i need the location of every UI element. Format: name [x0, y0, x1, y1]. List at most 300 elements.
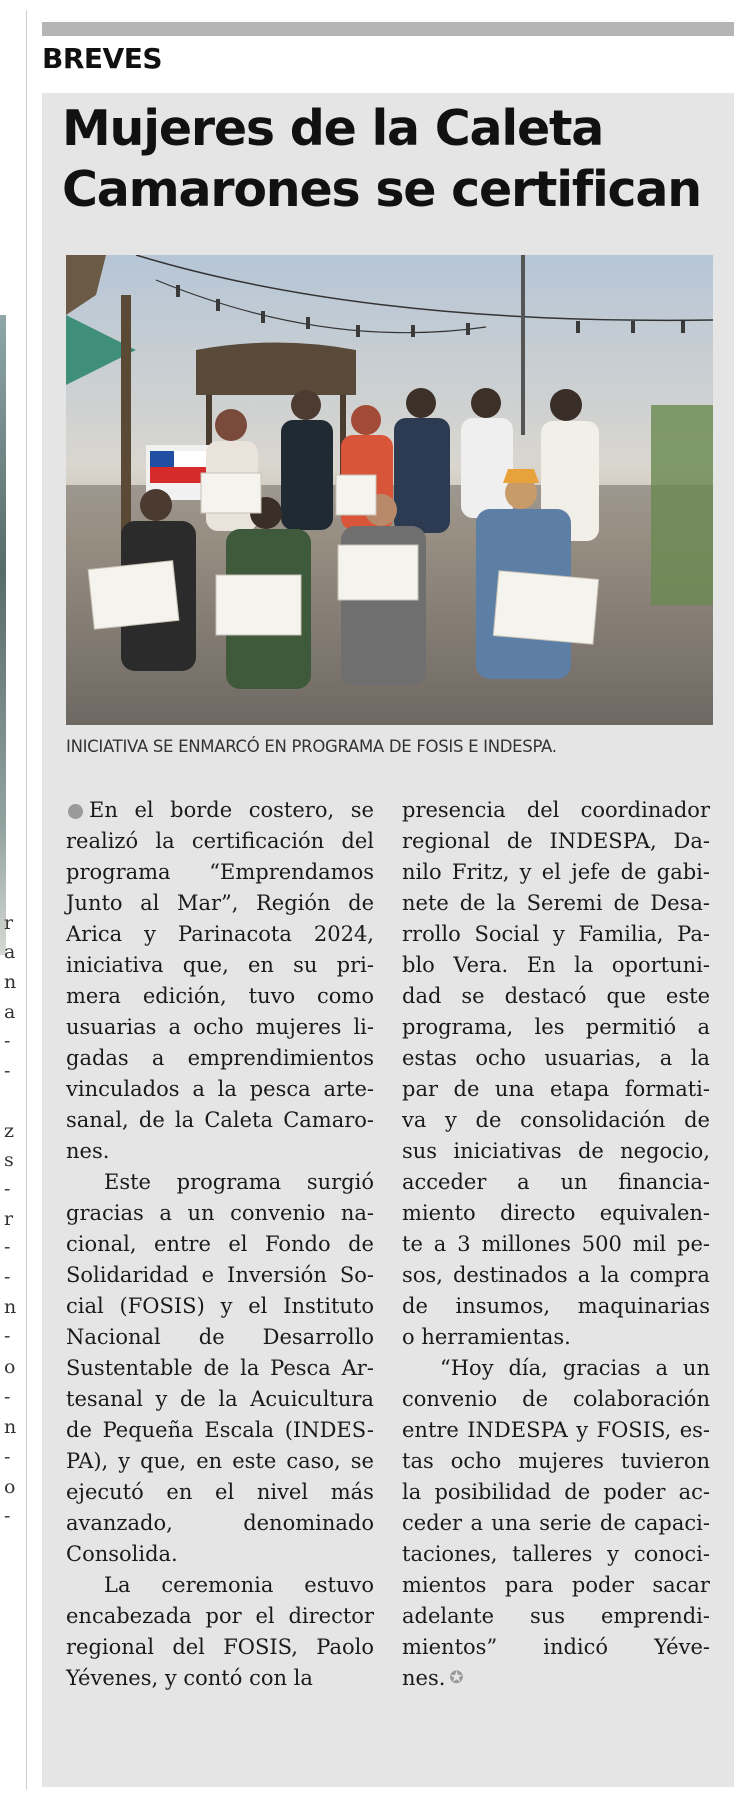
word: se	[461, 984, 485, 1008]
body-line-text	[402, 1539, 710, 1570]
body-line	[66, 1043, 374, 1074]
word: al	[140, 891, 160, 915]
adjacent-text-fragment: -	[4, 1236, 11, 1258]
word: jefe	[571, 860, 611, 884]
word: 500	[581, 1232, 622, 1256]
word: y	[552, 922, 565, 946]
word: de	[66, 1418, 92, 1442]
word: ocho	[475, 1046, 526, 1070]
body-line	[402, 1601, 710, 1632]
body-line	[402, 1570, 710, 1601]
word: Ar-	[341, 1356, 374, 1380]
word: el	[248, 1294, 268, 1318]
body-line	[402, 795, 710, 826]
word: de	[613, 891, 640, 915]
body-line-text	[66, 1074, 374, 1105]
word: Instituto	[283, 1294, 374, 1318]
body-line	[402, 1632, 710, 1663]
word: Da-	[673, 829, 710, 853]
word: de	[577, 1139, 604, 1163]
word: un	[187, 1201, 215, 1225]
body-line	[66, 1198, 374, 1229]
word: tesanal	[66, 1387, 143, 1411]
word: posibilidad	[434, 1480, 552, 1504]
word: entre	[402, 1418, 459, 1442]
body-line	[66, 1322, 374, 1353]
word: sanal,	[66, 1108, 129, 1132]
word: Pesca	[270, 1356, 331, 1380]
body-line	[66, 1167, 374, 1198]
word: de	[459, 891, 486, 915]
word: del	[172, 1635, 205, 1659]
body-line-text	[66, 1384, 374, 1415]
body-line-text	[402, 950, 710, 981]
body-line	[402, 826, 710, 857]
body-line-text	[402, 1012, 710, 1043]
section-top-bar	[42, 22, 734, 36]
word: mil	[632, 1232, 667, 1256]
body-line-text	[66, 1260, 374, 1291]
adjacent-text-fragment: -	[4, 1030, 11, 1052]
word: FOSIS,	[596, 1418, 672, 1442]
word: usuarias	[66, 1015, 157, 1039]
body-line	[402, 1012, 710, 1043]
word: estuvo	[304, 1573, 374, 1597]
body-line-text	[402, 1136, 710, 1167]
word: Vera.	[453, 953, 509, 977]
word: les	[534, 1015, 565, 1039]
body-line	[66, 1384, 374, 1415]
word: emprendi-	[600, 1604, 710, 1628]
adjacent-text-fragment: o	[4, 1356, 16, 1378]
word: programa,	[402, 1015, 514, 1039]
word: un	[560, 1170, 588, 1194]
word: de	[506, 829, 533, 853]
body-line-text	[402, 1167, 710, 1198]
word: cial	[66, 1294, 104, 1318]
body-line	[402, 950, 710, 981]
word: y	[155, 1387, 168, 1411]
word: Social	[474, 922, 540, 946]
word: colaboración	[573, 1387, 710, 1411]
word: ceremonia	[161, 1573, 274, 1597]
body-line	[66, 888, 374, 919]
body-line-text: nes.	[66, 1139, 110, 1163]
word: día,	[508, 1356, 548, 1380]
word: de	[684, 1108, 710, 1132]
word: Solidaridad	[66, 1263, 189, 1287]
word: que	[606, 984, 646, 1008]
adjacent-text-fragment: n	[4, 1296, 17, 1318]
body-line-text	[66, 1508, 374, 1539]
word: se	[350, 798, 374, 822]
body-line	[402, 888, 710, 919]
body-line-text	[104, 1570, 374, 1601]
body-line-text	[402, 857, 710, 888]
word: Camaro-	[283, 1108, 374, 1132]
word: indicó	[543, 1635, 609, 1659]
body-line	[402, 1353, 710, 1384]
word: “Emprendamos	[209, 860, 374, 884]
word: serie	[539, 1511, 592, 1535]
body-line	[402, 1415, 710, 1446]
body-line	[402, 1167, 710, 1198]
word: par	[402, 1077, 439, 1101]
article-headline	[62, 98, 732, 220]
word: de	[348, 1232, 374, 1256]
body-line-text	[402, 1105, 710, 1136]
body-line-text	[66, 857, 374, 888]
word: oportuni-	[611, 953, 710, 977]
adjacent-text-fragment: a	[4, 1001, 16, 1023]
body-line-text	[402, 1570, 710, 1601]
word: presencia	[402, 798, 506, 822]
word: destinados	[452, 1263, 568, 1287]
word: en	[166, 1480, 193, 1504]
word: Nacional	[66, 1325, 161, 1349]
word: arte-	[323, 1077, 374, 1101]
word: de	[179, 1387, 206, 1411]
word: una	[494, 1077, 535, 1101]
word: estas	[402, 1046, 457, 1070]
body-line	[402, 857, 710, 888]
headline-line-1: Mujeres de la Caleta	[62, 100, 604, 157]
body-line	[66, 981, 374, 1012]
word: de	[198, 1325, 225, 1349]
word: en	[196, 1449, 223, 1473]
word: más	[330, 1480, 374, 1504]
body-line-text	[402, 1291, 710, 1322]
word: Acuicultura	[250, 1387, 374, 1411]
word: de	[564, 1480, 591, 1504]
body-line	[66, 1136, 374, 1167]
section-label: BREVES	[42, 42, 162, 75]
word: Junto	[66, 891, 123, 915]
body-line	[66, 1260, 374, 1291]
word: taciones,	[402, 1542, 498, 1566]
adjacent-text-fragment: a	[4, 941, 16, 963]
word: sus	[529, 1604, 566, 1628]
word: poder	[571, 1573, 634, 1597]
body-line	[66, 1074, 374, 1105]
word: Yéve-	[654, 1635, 710, 1659]
headline-line-2: Camarones se certifican	[62, 161, 701, 218]
word: miento	[402, 1201, 476, 1225]
word: la	[174, 1108, 195, 1132]
word: es-	[679, 1418, 710, 1442]
word: de	[475, 1108, 502, 1132]
body-line-text: nes.	[402, 1666, 446, 1690]
paragraph-bullet-icon	[68, 804, 83, 819]
body-line	[66, 1508, 374, 1539]
word: Caleta	[204, 1108, 274, 1132]
body-line	[402, 1136, 710, 1167]
word: a	[192, 1077, 205, 1101]
body-line-text	[66, 1601, 374, 1632]
word: a	[697, 1015, 710, 1039]
word: convenio	[230, 1201, 326, 1225]
adjacent-text-fragment: -	[4, 1178, 11, 1200]
body-line	[66, 1632, 374, 1663]
body-line	[402, 1229, 710, 1260]
word: capaci-	[634, 1511, 710, 1535]
adjacent-text-fragment: -	[4, 1060, 11, 1082]
adjacent-text-fragment: -	[4, 1446, 11, 1468]
word: sos,	[402, 1263, 443, 1287]
article-photo	[66, 255, 713, 725]
word: y	[607, 1542, 620, 1566]
word: 2024,	[313, 922, 374, 946]
word: que,	[140, 1449, 187, 1473]
body-line	[66, 1663, 374, 1694]
word: la	[155, 829, 175, 853]
body-line	[66, 919, 374, 950]
body-line-text: Consolida.	[66, 1542, 178, 1566]
adjacent-text-fragment: z	[4, 1120, 15, 1142]
word: este	[665, 984, 710, 1008]
word: a	[659, 1046, 673, 1070]
word: de	[620, 860, 647, 884]
body-line	[402, 981, 710, 1012]
word: “Hoy	[440, 1356, 494, 1380]
word: insumos,	[455, 1294, 551, 1318]
word: programa	[66, 860, 171, 884]
word: gracias	[66, 1201, 144, 1225]
word: a	[470, 1511, 483, 1535]
word: borde	[170, 798, 233, 822]
word: li-	[353, 1015, 374, 1039]
word: pesca	[249, 1077, 311, 1101]
body-line	[66, 1601, 374, 1632]
word: conoci-	[633, 1542, 710, 1566]
word: pri-	[336, 953, 374, 977]
word: (FOSIS)	[119, 1294, 205, 1318]
column-divider	[26, 10, 27, 1790]
word: equivalen-	[599, 1201, 710, 1225]
word: vinculados	[66, 1077, 180, 1101]
word: 3	[457, 1232, 471, 1256]
word: una	[491, 1511, 531, 1535]
word: Pa-	[677, 922, 710, 946]
word: ceder	[402, 1511, 463, 1535]
word: y	[144, 922, 157, 946]
word: PA),	[66, 1449, 109, 1473]
word: a	[655, 1356, 668, 1380]
word: consolidación	[520, 1108, 666, 1132]
word: emprendimientos	[187, 1046, 374, 1070]
word: Región	[255, 891, 331, 915]
body-line-text	[66, 1198, 374, 1229]
word: acceder	[402, 1170, 487, 1194]
adjacent-text-fragment: s	[4, 1149, 14, 1171]
word: gabi-	[656, 860, 710, 884]
word: Fritz,	[451, 860, 510, 884]
word: surgió	[306, 1170, 374, 1194]
word: realizó	[66, 829, 139, 853]
word: usuarias,	[544, 1046, 642, 1070]
word: certificación	[191, 829, 325, 853]
word: y	[220, 1294, 233, 1318]
body-line	[402, 1663, 710, 1694]
word: Este	[104, 1170, 151, 1194]
body-line-text	[66, 919, 374, 950]
adjacent-article-strip	[0, 0, 30, 1804]
body-line	[402, 1291, 710, 1322]
body-line-text	[66, 950, 374, 981]
word: de	[402, 1294, 428, 1318]
word: del	[526, 798, 560, 822]
word: y	[576, 1418, 589, 1442]
word: el	[541, 860, 561, 884]
word: caso,	[286, 1449, 341, 1473]
word: permitió	[585, 1015, 677, 1039]
word: Seremi	[526, 891, 603, 915]
body-line-text: Yévenes, y contó con la	[66, 1666, 313, 1690]
word: regional	[402, 829, 491, 853]
body-line-text	[66, 1105, 374, 1136]
word: nilo	[402, 860, 442, 884]
word: mera	[66, 984, 121, 1008]
word: convenio	[402, 1387, 498, 1411]
body-line	[402, 1043, 710, 1074]
word: compra	[629, 1263, 710, 1287]
adjacent-text-fragment: -	[4, 1266, 11, 1288]
word: Parinacota	[178, 922, 292, 946]
body-line-text	[66, 1353, 374, 1384]
word: iniciativa	[66, 953, 164, 977]
word: Fondo	[264, 1232, 331, 1256]
word: En	[89, 798, 118, 822]
word: poder	[603, 1480, 666, 1504]
word: que,	[182, 953, 229, 977]
word: por	[205, 1604, 242, 1628]
body-line-text	[402, 1198, 710, 1229]
word: pe-	[677, 1232, 710, 1256]
body-line	[66, 1012, 374, 1043]
body-line-text	[66, 1229, 374, 1260]
body-line	[402, 1539, 710, 1570]
word: INDESPA	[467, 1418, 568, 1442]
word: su	[293, 953, 318, 977]
word: formati-	[624, 1077, 710, 1101]
body-line-text	[104, 1167, 374, 1198]
body-line-text	[402, 1260, 710, 1291]
word: te	[402, 1232, 423, 1256]
adjacent-photo-edge	[0, 315, 6, 955]
adjacent-text-fragment: r	[4, 912, 14, 934]
word: ocho	[450, 1449, 502, 1473]
word: el	[228, 1232, 248, 1256]
body-line-text	[440, 1353, 710, 1384]
word: cional,	[66, 1232, 137, 1256]
word: FOSIS,	[223, 1635, 298, 1659]
body-line	[402, 919, 710, 950]
word: nivel	[256, 1480, 309, 1504]
body-line	[66, 1353, 374, 1384]
adjacent-text-fragment: n	[4, 1416, 17, 1438]
word: mientos”	[402, 1635, 498, 1659]
word: edición,	[142, 984, 227, 1008]
word: de	[348, 891, 374, 915]
body-line-text	[66, 1012, 374, 1043]
body-line	[66, 857, 374, 888]
word: regional	[66, 1635, 155, 1659]
body-line-text	[402, 1415, 710, 1446]
body-line	[66, 950, 374, 981]
body-line	[66, 1415, 374, 1446]
adjacent-text-fragment: o	[4, 1476, 16, 1498]
body-line-text	[402, 1477, 710, 1508]
body-line-text	[66, 1415, 374, 1446]
body-line-text	[66, 826, 374, 857]
body-line	[402, 1260, 710, 1291]
adjacent-text-fragment: r	[4, 1208, 14, 1230]
body-line-text	[402, 888, 710, 919]
word: la	[240, 1356, 260, 1380]
word: gracias	[562, 1356, 641, 1380]
word: un	[682, 1356, 710, 1380]
body-line-text	[402, 919, 710, 950]
word: maquinarias	[577, 1294, 710, 1318]
word: sacar	[652, 1573, 710, 1597]
word: Escala	[204, 1418, 274, 1442]
word: de	[203, 1356, 230, 1380]
word: ocho	[193, 1015, 244, 1039]
word: Inversión	[227, 1263, 327, 1287]
group-photo-illustration	[66, 255, 713, 725]
body-line	[402, 1508, 710, 1539]
body-line	[402, 1074, 710, 1105]
photo-caption: INICIATIVA SE ENMARCÓ EN PROGRAMA DE FOSIS E INDESPA.	[66, 737, 557, 756]
word: So-	[339, 1263, 374, 1287]
word: tuvieron	[620, 1449, 710, 1473]
word: el	[134, 798, 154, 822]
word: denominado	[243, 1511, 374, 1535]
body-line-text	[66, 981, 374, 1012]
word: Desarrollo	[262, 1325, 374, 1349]
word: adelante	[402, 1604, 495, 1628]
body-line	[66, 1539, 374, 1570]
word: financia-	[618, 1170, 710, 1194]
body-line	[402, 1477, 710, 1508]
word: a	[517, 1170, 530, 1194]
word: costero,	[248, 798, 335, 822]
body-line	[66, 1105, 374, 1136]
word: millones	[481, 1232, 571, 1256]
word: el	[255, 1604, 275, 1628]
word: la	[217, 1077, 237, 1101]
word: ejecutó	[66, 1480, 144, 1504]
body-line-text: o herramientas.	[402, 1325, 571, 1349]
word: directo	[499, 1201, 576, 1225]
word: Mar”,	[176, 891, 239, 915]
body-line-text	[402, 1632, 710, 1663]
word: coordinador	[580, 798, 710, 822]
word: (INDES-	[284, 1418, 374, 1442]
word: a	[577, 1263, 591, 1287]
word: la	[600, 1263, 620, 1287]
word: Pequeña	[102, 1418, 194, 1442]
body-line-text	[402, 1384, 710, 1415]
word: y	[445, 1108, 457, 1132]
word: de	[138, 1108, 165, 1132]
adjacent-text-fragment: -	[4, 1386, 11, 1408]
body-line-text	[402, 981, 710, 1012]
body-line	[402, 1384, 710, 1415]
body-line-text	[66, 1477, 374, 1508]
word: ac-	[678, 1480, 710, 1504]
body-line	[66, 1229, 374, 1260]
